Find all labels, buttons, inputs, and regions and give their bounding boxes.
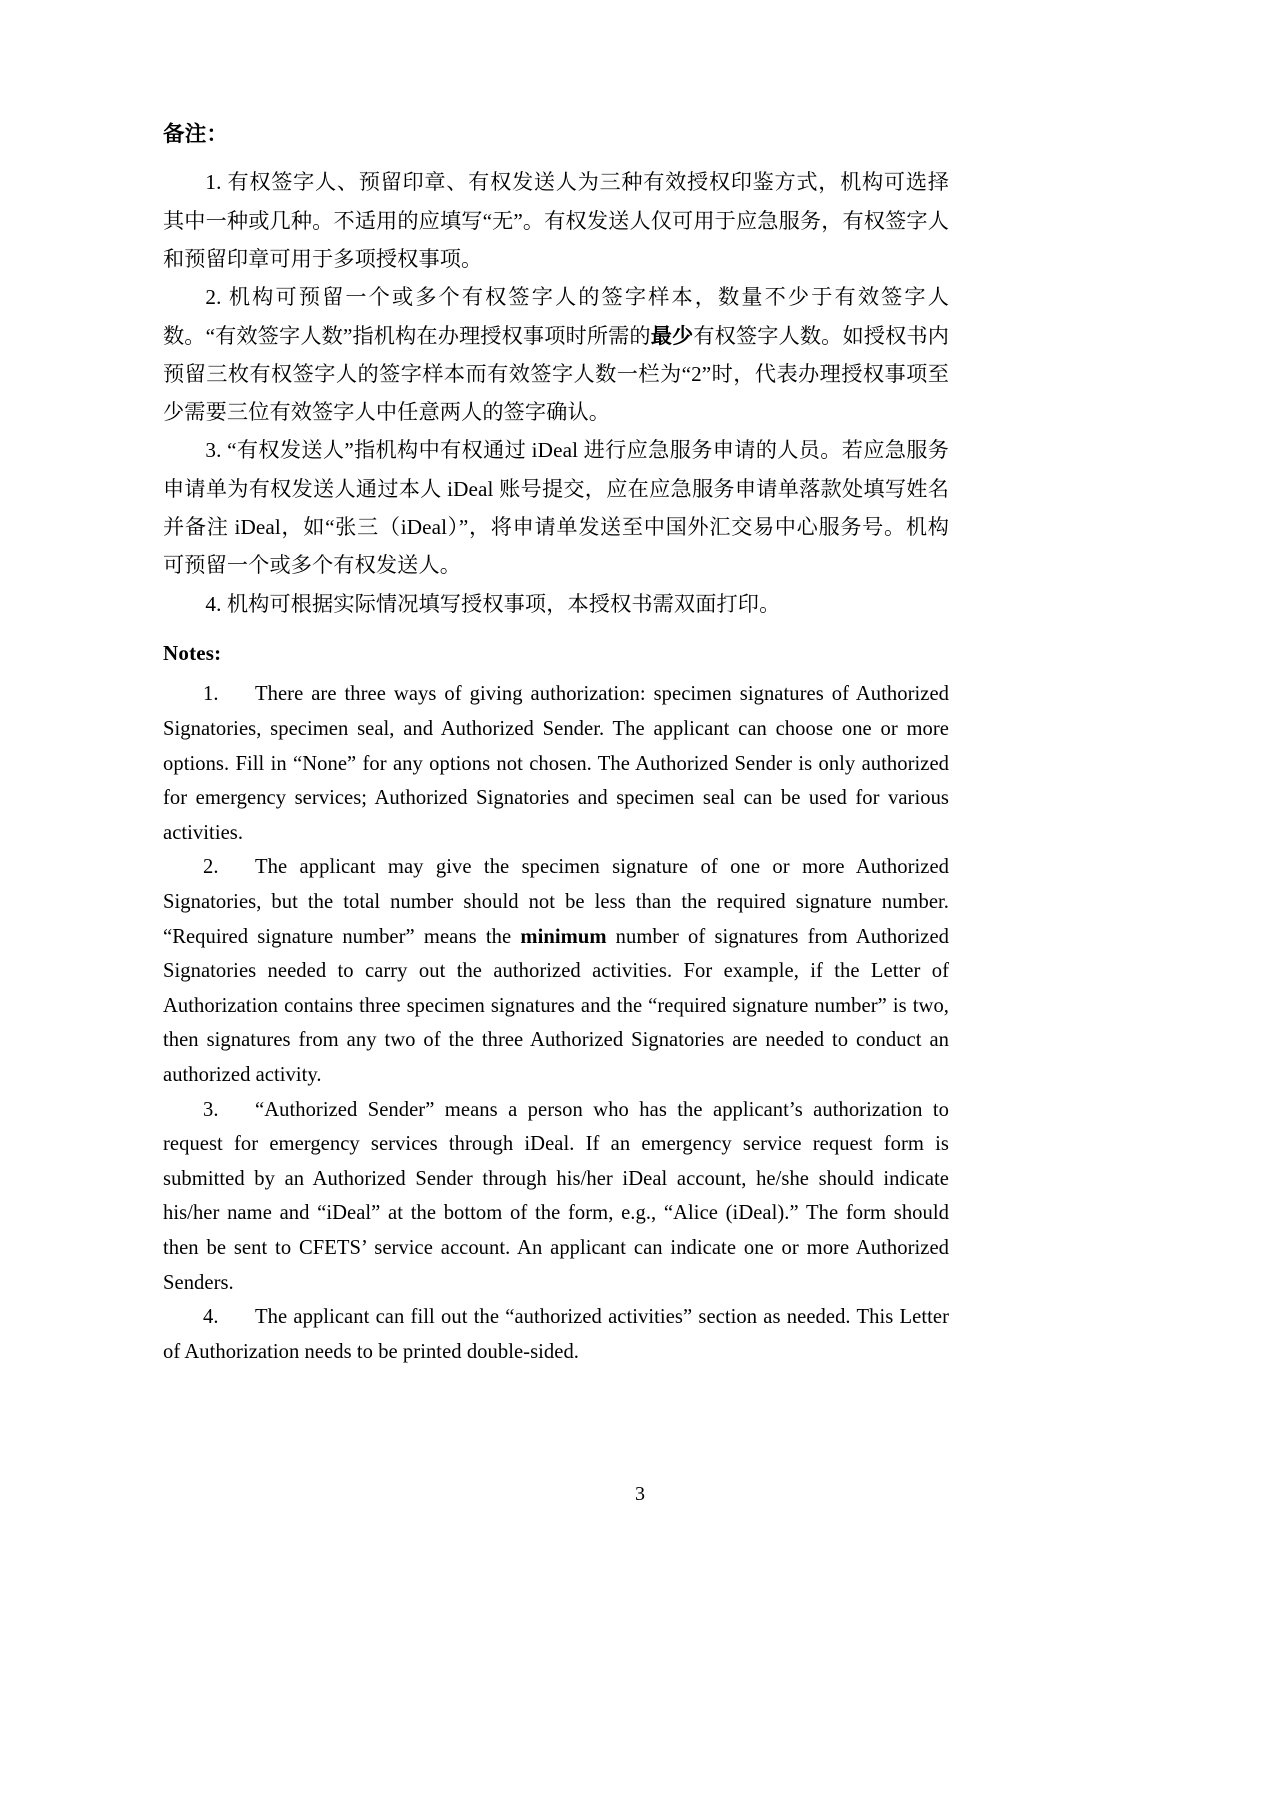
english-note-item-1: [163, 677, 949, 850]
chinese-note-3-number: 3.: [205, 438, 222, 463]
chinese-note-item-1: [163, 163, 949, 278]
english-note-4-text: The applicant can fill out the “authorized activities” section as needed. This Letter of Authorization needs to be printed double-sided.: [163, 1306, 949, 1363]
chinese-notes-heading: 备注：: [163, 122, 229, 146]
chinese-note-3-text: “有权发送人”指机构中有权通过 iDeal 进行应急服务申请的人员。若应急服务申请单为有权发送人通过本人 iDeal 账号提交，应在应急服务申请单落款处填写姓名并备注 iDeal，如“张三（iDeal）”，将申请单发送至中国外汇交易中心服务号。机构可预留一个或多个有权发送人。: [163, 438, 950, 578]
english-note-4-number: 4.: [203, 1306, 219, 1329]
document-body: [163, 118, 949, 1369]
page-number: 3: [635, 1483, 645, 1505]
english-note-3-text: “Authorized Sender” means a person who has the applicant’s authorization to request for emergency services through iDeal. If an emergency service request form is submitted by an Authorized Sender through his/her iDeal account, he/she should indicate his/her name and “iDeal” at the bottom of the form, e.g., “Alice (iDeal).” The form should then be sent to CFETS’ service account. An applicant can indicate one or more Authorized Senders.: [163, 1098, 949, 1294]
english-note-item-2: [163, 850, 949, 1092]
chinese-note-4-number: 4.: [205, 591, 222, 616]
chinese-note-item-2: [163, 278, 949, 431]
english-notes-heading: Notes:: [163, 640, 222, 665]
english-note-2-text-part2: number of signatures from Authorized Signatories needed to carry out the authorized activities. For example, if the Letter of Authorization contains three specimen signatures and the “required signature number” is two, then signatures from any two of the three Authorized Signatories are needed to conduct an authorized activity.: [163, 925, 949, 1086]
chinese-note-item-4: [163, 585, 949, 623]
english-note-1-number: 1.: [203, 683, 219, 706]
english-note-1-text: There are three ways of giving authorization: specimen signatures of Authorized Signatories, specimen seal, and Authorized Sender. The applicant can choose one or more options. Fill in “None” for any options not chosen. The Authorized Sender is only authorized for emergency services; Authorized Signatories and specimen seal can be used for various activities.: [163, 683, 949, 844]
english-note-2-emphasis: minimum: [520, 925, 607, 948]
chinese-note-4-text: 机构可根据实际情况填写授权事项，本授权书需双面打印。: [226, 591, 781, 616]
chinese-note-1-text: 有权签字人、预留印章、有权发送人为三种有效授权印鉴方式，机构可选择其中一种或几种。不适用的应填写“无”。有权发送人仅可用于应急服务，有权签字人和预留印章可用于多项授权事项。: [163, 170, 949, 271]
chinese-note-2-text-part2: 有权签字人数。如授权书内预留三枚有权签字人的签字样本而有效签字人数一栏为“2”时，代表办理授权事项至少需要三位有效签字人中任意两人的签字确认。: [163, 323, 949, 425]
english-note-2-text-part1: The applicant may give the specimen signature of one or more Authorized Signatories, but the total number should not be less than the required signature number. “Required signature number” means the: [163, 856, 949, 948]
chinese-note-2-number: 2.: [205, 285, 222, 310]
english-note-2-number: 2.: [203, 856, 219, 879]
chinese-note-2-emphasis: 最少: [650, 323, 694, 348]
chinese-note-2-text-part1: 机构可预留一个或多个有权签字人的签字样本，数量不少于有效签字人数。“有效签字人数”指机构在办理授权事项时所需的: [163, 285, 949, 348]
english-note-item-3: [163, 1093, 949, 1301]
chinese-note-1-number: 1.: [205, 170, 222, 195]
chinese-note-item-3: [163, 431, 949, 584]
english-note-3-number: 3.: [203, 1098, 219, 1121]
english-note-item-4: [163, 1300, 949, 1369]
